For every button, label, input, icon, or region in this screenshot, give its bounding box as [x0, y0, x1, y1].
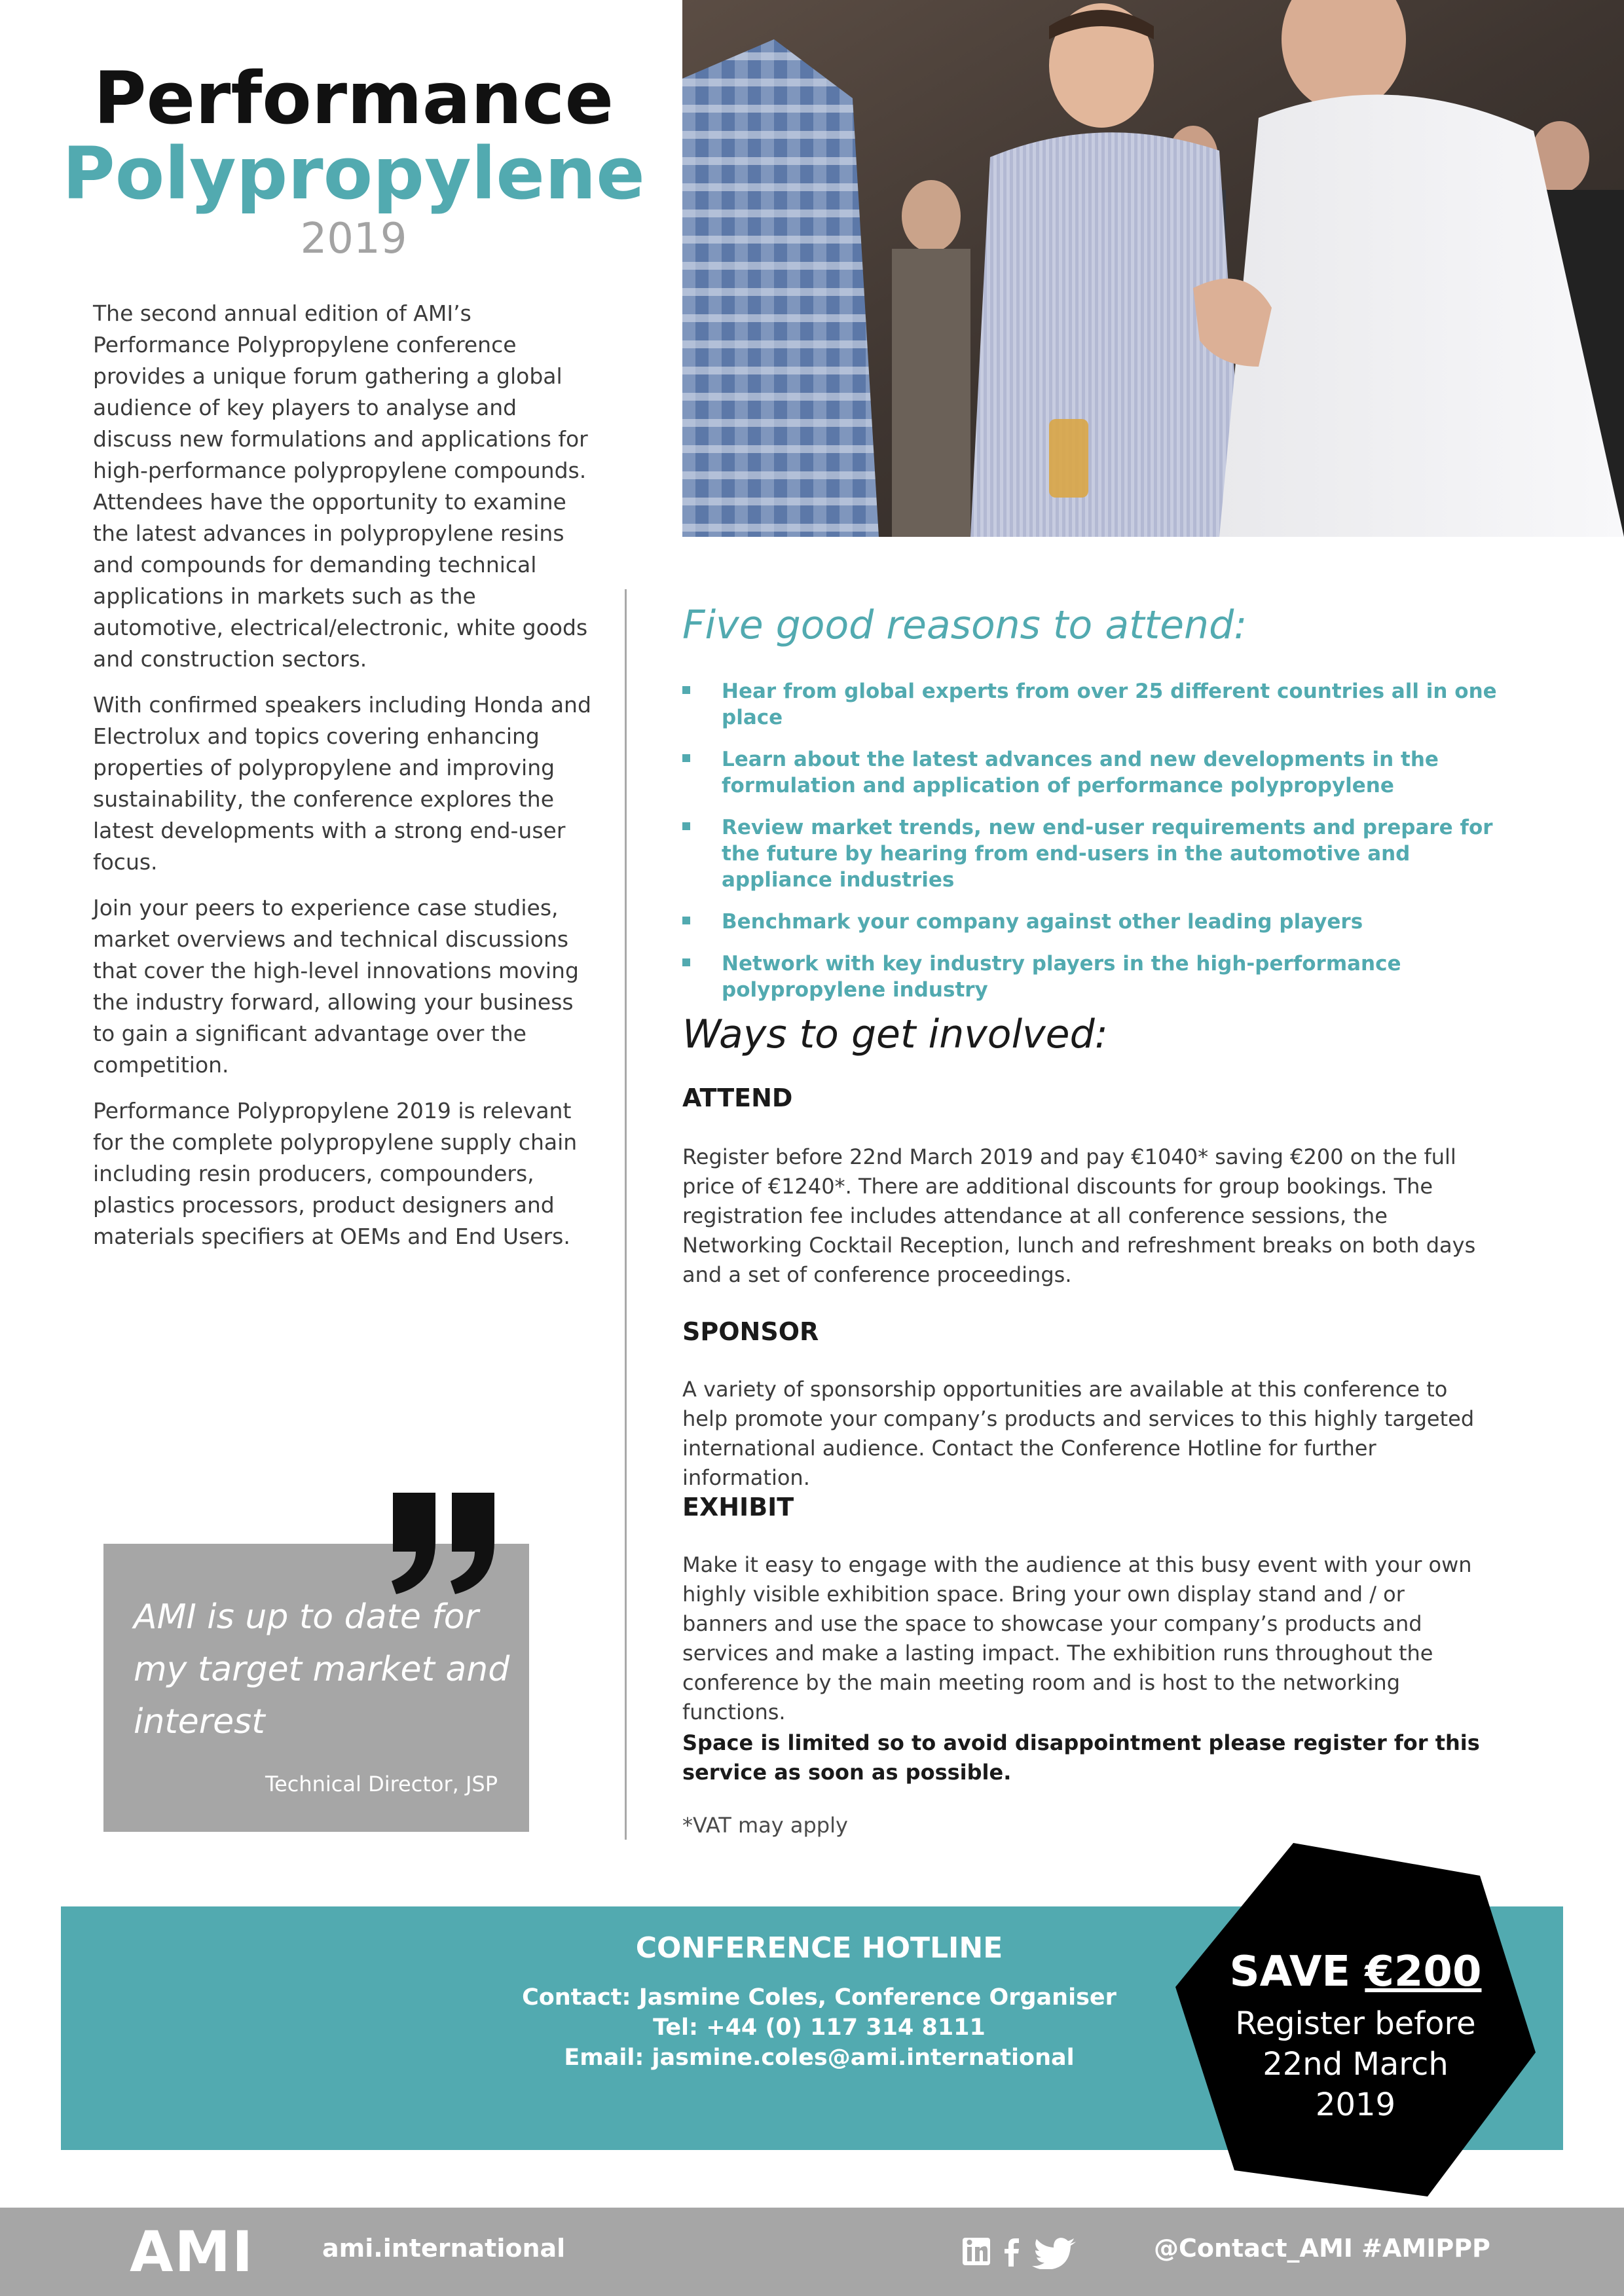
reasons-list [682, 678, 1507, 1019]
reason-text: Network with key industry players in the high-performance polypropylene industry [722, 952, 1401, 1002]
save-line: Register before [1235, 2005, 1476, 2042]
reason-text: Hear from global experts from over 25 different countries all in one place [722, 680, 1497, 729]
column-divider [625, 589, 627, 1840]
linkedin-icon[interactable] [963, 2238, 990, 2265]
sponsor-text: A variety of sponsorship opportunities are available at this conference to help promote your company’s products and services to this highly targeted international audience. Contact the Conference Hotline for further information. [682, 1377, 1475, 1490]
quote-mark-icon [386, 1486, 504, 1604]
exhibit-text: Make it easy to engage with the audience at this busy event with your own highly visible exhibition space. Bring your own display stand and / or banners and use the space to showcase your company’s products and services and make a lasting impact. The exhibition runs throughout the conference by the main meeting room and is host to the networking functions. [682, 1552, 1472, 1724]
list-item [682, 909, 1507, 935]
hotline-contact: Contact: Jasmine Coles, Conference Organiser [522, 1984, 1116, 2011]
bullet-icon [682, 958, 690, 966]
save-amount: €200 [1365, 1948, 1482, 1996]
list-item [682, 951, 1507, 1003]
intro-paragraph: Performance Polypropylene 2019 is relevant for the complete polypropylene supply chain including resin producers, compounders, plastics processors, product designers and materials specifiers at OEMs and End Users. [93, 1098, 578, 1249]
social-icons [961, 2232, 1079, 2269]
reason-text: Review market trends, new end-user requirements and prepare for the future by hearing from end-users in the automotive and appliance industries [722, 816, 1493, 892]
save-title [1185, 1948, 1526, 1996]
social-handle: @Contact_AMI #AMIPPP [1154, 2234, 1490, 2263]
vat-note: *VAT may apply [682, 1813, 848, 1838]
website-link[interactable]: ami.international [322, 2234, 566, 2263]
reasons-heading: Five good reasons to attend: [682, 602, 1247, 648]
save-line: 22nd March [1263, 2046, 1449, 2083]
bullet-icon [682, 686, 690, 694]
save-line: 2019 [1315, 2086, 1396, 2123]
intro-text [93, 298, 597, 1267]
bullet-icon [682, 917, 690, 924]
ways-heading: Ways to get involved: [682, 1011, 1108, 1057]
quote-attribution: Technical Director, JSP [265, 1772, 498, 1796]
networking-photo-illustration [682, 0, 1624, 537]
attend-text: Register before 22nd March 2019 and pay €1040* saving €200 on the full price of €1240*. There are additional discounts for group bookings. The registration fee includes attendance at all conference sessions, the Networking Cocktail Reception, lunch and refreshment breaks on both days and a set of conference proceedings. [682, 1144, 1476, 1287]
attend-heading: ATTEND [682, 1084, 793, 1112]
reason-text: Benchmark your company against other leading players [722, 910, 1363, 934]
title-polypropylene: Polypropylene [62, 132, 645, 215]
reason-text: Learn about the latest advances and new developments in the formulation and application of performance polypropylene [722, 748, 1439, 797]
list-item [682, 678, 1507, 731]
ami-logo: AMI [130, 2219, 255, 2285]
save-label: SAVE [1229, 1948, 1365, 1996]
sponsor-heading: SPONSOR [682, 1317, 819, 1346]
quote-text: AMI is up to date for my target market and interest [134, 1597, 510, 1741]
exhibit-heading: EXHIBIT [682, 1493, 794, 1522]
hotline-tel: Tel: +44 (0) 117 314 8111 [653, 2014, 986, 2041]
intro-paragraph: The second annual edition of AMI’s Performance Polypropylene conference provides a unique forum gathering a global audience of key players to analyse and discuss new formulations and applications for high-performance polypropylene compounds. Attendees have the opportunity to examine the latest advances in polypropylene resins and compounds for demanding technical applications in markets such as the automotive, electrical/electronic, white goods and construction sectors. [93, 301, 588, 672]
title-year: 2019 [300, 215, 407, 263]
exhibit-note: Space is limited so to avoid disappointment please register for this service as soon as possible. [682, 1730, 1480, 1785]
hotline-email: Email: jasmine.coles@ami.international [564, 2045, 1075, 2071]
intro-paragraph: With confirmed speakers including Honda and Electrolux and topics covering enhancing properties of polypropylene and improving sustainability, the conference explores the latest developments with a strong end-user focus. [93, 692, 591, 875]
networking-photo [682, 0, 1624, 537]
bullet-icon [682, 822, 690, 830]
title-performance: Performance [93, 56, 614, 140]
list-item [682, 746, 1507, 799]
twitter-icon[interactable] [1032, 2238, 1076, 2269]
facebook-icon[interactable] [1005, 2238, 1019, 2267]
bullet-icon [682, 754, 690, 762]
intro-paragraph: Join your peers to experience case studies, market overviews and technical discussions that cover the high-level innovations moving the industry forward, allowing your business to gain a significant advantage over the competition. [93, 895, 579, 1078]
list-item [682, 814, 1507, 893]
hotline-title: CONFERENCE HOTLINE [635, 1931, 1003, 1965]
